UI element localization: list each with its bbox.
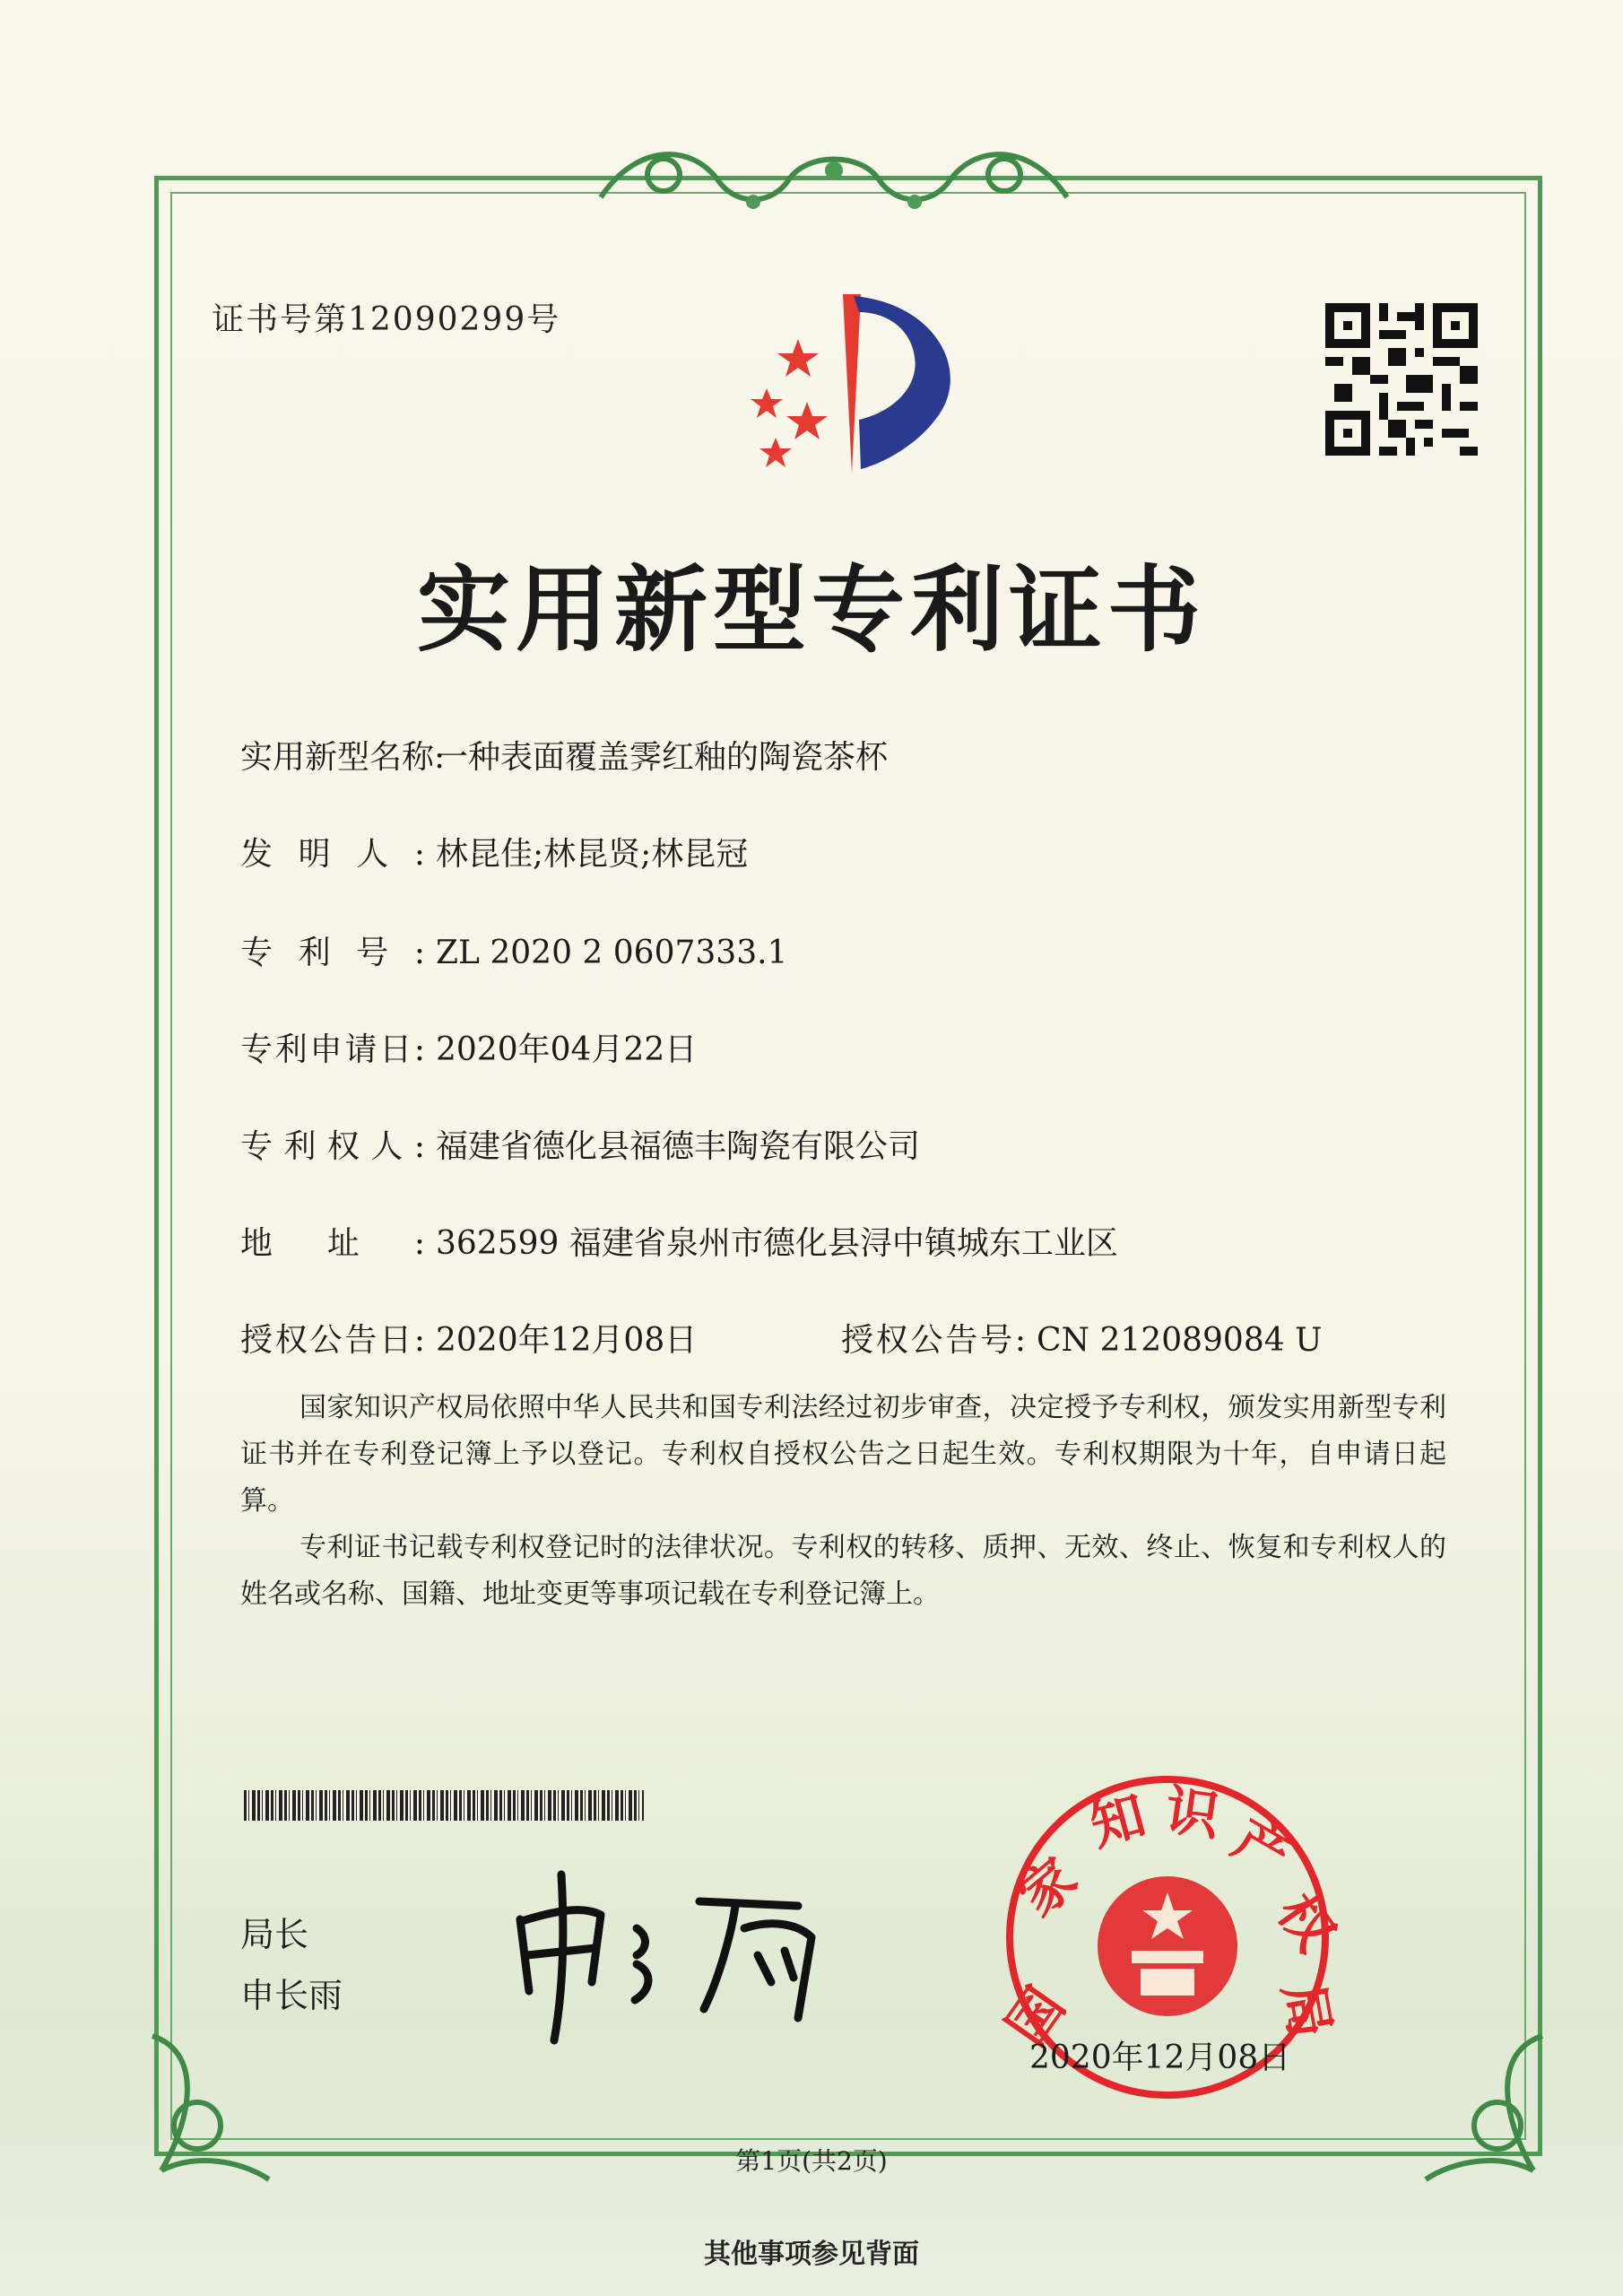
field-inventors — [240, 829, 748, 874]
field-label: 地址: — [240, 1225, 425, 1262]
statement-paragraph: 国家知识产权局依照中华人民共和国专利法经过初步审查，决定授予专利权，颁发实用新型专利证书并在专利登记簿上予以登记。专利权自授权公告之日起生效。专利权期限为十年，自申请日起算。 — [240, 1392, 1446, 1517]
page-number: 第1页(共2页) — [735, 2146, 888, 2176]
field-value: 2020年04月22日 — [436, 1031, 698, 1068]
seal-date: 2020年12月08日 — [1029, 2039, 1291, 2076]
field-value: 362599 福建省泉州市德化县浔中镇城东工业区 — [436, 1225, 1118, 1262]
field-patentee — [240, 1121, 920, 1167]
field-utility-model-name — [240, 732, 888, 778]
field-value: 2020年12月08日 — [436, 1322, 698, 1359]
svg-text:识: 识 — [1161, 1779, 1224, 1849]
field-application-date — [240, 1024, 697, 1070]
field-label: 发明人: — [240, 836, 425, 873]
field-value: CN 212089084 U — [1037, 1322, 1323, 1359]
field-value: 一种表面覆盖霁红釉的陶瓷茶杯 — [436, 739, 889, 776]
cnipa-logo — [726, 285, 977, 483]
certificate-number: 证书号第12090299号 — [212, 301, 561, 338]
field-grant-date — [240, 1315, 697, 1361]
barcode — [244, 1790, 644, 1821]
svg-text:局: 局 — [1271, 1978, 1342, 2043]
field-label: 授权公告号: — [841, 1322, 1026, 1359]
field-patent-number — [240, 927, 787, 973]
top-ornament — [583, 126, 1085, 233]
field-grant-number — [841, 1315, 1322, 1361]
certificate-title: 实用新型专利证书 — [416, 555, 1206, 665]
field-label: 授权公告日: — [240, 1322, 425, 1359]
field-value: 福建省德化县福德丰陶瓷有限公司 — [436, 1128, 921, 1165]
field-label: 专利申请日: — [240, 1031, 425, 1068]
qr-code — [1325, 303, 1478, 456]
svg-text:家: 家 — [1007, 1846, 1089, 1929]
field-label: 实用新型名称: — [240, 739, 446, 776]
director-name: 申长雨 — [240, 1976, 343, 2015]
svg-text:知: 知 — [1083, 1784, 1152, 1859]
field-value: ZL 2020 2 0607333.1 — [436, 935, 788, 971]
director-title: 局长 — [240, 1915, 309, 1954]
field-label: 专利权人: — [240, 1128, 425, 1165]
back-note: 其他事项参见背面 — [704, 2239, 919, 2270]
director-signature — [502, 1866, 861, 2045]
field-value: 林昆佳;林昆贤;林昆冠 — [436, 836, 749, 873]
svg-text:国: 国 — [994, 1976, 1078, 2057]
field-address — [240, 1218, 1118, 1264]
svg-text:产: 产 — [1222, 1807, 1301, 1889]
svg-text:权: 权 — [1264, 1882, 1348, 1963]
field-label: 专利号: — [240, 935, 425, 971]
statement-paragraph: 专利证书记载专利权登记时的法律状况。专利权的转移、质押、无效、终止、恢复和专利权人的姓名或名称、国籍、地址变更等事项记载在专利登记簿上。 — [240, 1532, 1446, 1610]
